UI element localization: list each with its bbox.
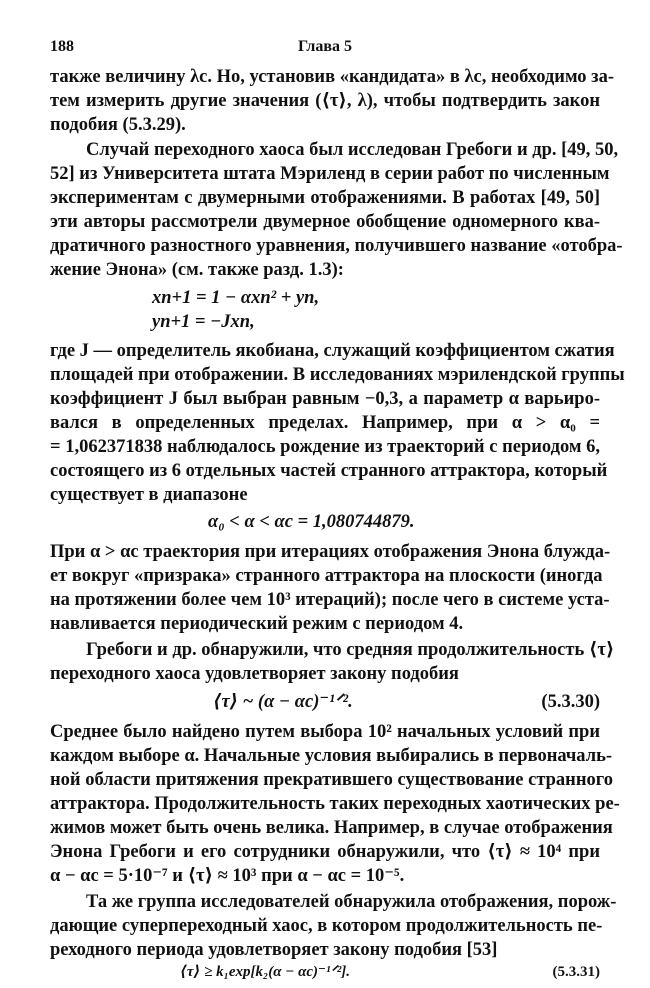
chapter-title: Глава 5 bbox=[298, 38, 352, 55]
text-line: где J — определитель якобиана, служащий коэффициентом сжатия bbox=[50, 341, 615, 361]
text-line: 52] из Университета штата Мэриленд в серии работ по численным bbox=[50, 164, 610, 184]
text-line: эти авторы рассмотрели двумерное обобщение одномерного ква- bbox=[50, 212, 600, 232]
text-line: жение Энона» (см. также разд. 1.3): bbox=[50, 260, 344, 280]
text-line: экспериментам с двумерными отображениями. В работах [49, 50] bbox=[50, 188, 600, 208]
text-line: реходного периода удовлетворяет закону подобия [53] bbox=[50, 940, 498, 960]
equation-henon-y: yn+1 = −Jxn, bbox=[152, 312, 255, 332]
text-line: вался в определенных пределах. Например, при α > α₀ = bbox=[50, 413, 600, 433]
text-line: При α > αc траектория при итерациях отображения Энона блужда- bbox=[50, 542, 611, 562]
text-line: дратичного разностного уравнения, получившего название «отобра- bbox=[50, 236, 623, 256]
text-line: каждом выборе α. Начальные условия выбирались в первоначаль- bbox=[50, 746, 613, 766]
text-line: Энона Гребоги и его сотрудники обнаружили, что ⟨τ⟩ ≈ 10⁴ при bbox=[50, 842, 600, 862]
text-line: ет вокруг «призрака» странного аттрактора на плоскости (иногда bbox=[50, 566, 603, 586]
text-line: = 1,062371838 наблюдалось рождение из траекторий с периодом 6, bbox=[50, 437, 600, 457]
page-header bbox=[50, 38, 600, 60]
text-line: ной области притяжения прекратившего существование странного bbox=[50, 770, 613, 790]
text-line: подобия (5.3.29). bbox=[50, 115, 186, 135]
text-line: коэффициент J был выбран равным −0,3, а параметр α варьиро- bbox=[50, 389, 600, 409]
equation-range: α₀ < α < αc = 1,080744879. bbox=[208, 512, 415, 532]
text-line: Та же группа исследователей обнаружила отображения, порож- bbox=[86, 892, 617, 912]
text-line: состоящего из 6 отдельных частей странного аттрактора, который bbox=[50, 461, 608, 481]
text-line: Случай переходного хаоса был исследован Гребоги и др. [49, 50, bbox=[86, 140, 619, 160]
text-line: дающие суперпереходный хаос, в котором продолжительность пе- bbox=[50, 916, 603, 936]
text-line bbox=[50, 967, 600, 968]
equation-number: (5.3.31) bbox=[552, 964, 600, 980]
text-line: существует в диапазоне bbox=[50, 485, 248, 505]
text-line: на протяжении более чем 10³ итераций); после чего в системе уста- bbox=[50, 590, 610, 610]
text-line: жимов может быть очень велика. Например, в случае отображения bbox=[50, 818, 613, 838]
equation-5-3-30: ⟨τ⟩ ~ (α − αc)⁻¹ᐟ². bbox=[213, 692, 353, 712]
text-line: α − αc = 5·10⁻⁷ и ⟨τ⟩ ≈ 10³ при α − αc = 10⁻⁵. bbox=[50, 866, 405, 886]
equation-5-3-31: ⟨τ⟩ ≥ k₁exp[k₂(α − αc)⁻¹ᐟ²]. bbox=[180, 964, 351, 980]
equation-number: (5.3.30) bbox=[541, 692, 600, 712]
text-line: навливается периодический режим с периодом 4. bbox=[50, 614, 464, 634]
text-line: Гребоги и др. обнаружили, что средняя продолжительность ⟨τ⟩ bbox=[86, 640, 615, 660]
text-line: переходного хаоса удовлетворяет закону подобия bbox=[50, 664, 459, 684]
text-line: также величину λc. Но, установив «кандидата» в λc, необходимо за- bbox=[50, 67, 615, 87]
text-line: Среднее было найдено путем выбора 10² начальных условий при bbox=[50, 722, 600, 742]
text-line: аттрактора. Продолжительность таких переходных хаотических ре- bbox=[50, 794, 620, 814]
equation-henon-x: xn+1 = 1 − αxn² + yn, bbox=[152, 288, 320, 308]
page-number: 188 bbox=[50, 38, 74, 55]
text-line: тем измерить другие значения (⟨τ⟩, λ), чтобы подтвердить закон bbox=[50, 91, 600, 111]
text-line: площадей при отображении. В исследованиях мэрилендской группы bbox=[50, 365, 625, 385]
